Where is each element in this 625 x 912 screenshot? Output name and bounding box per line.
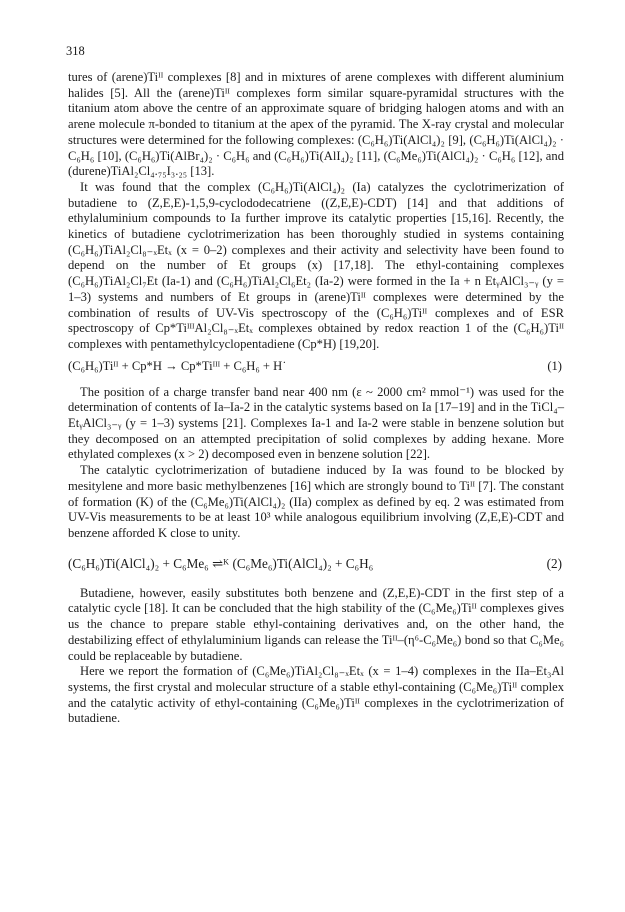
paragraph: It was found that the complex (C₆H₆)Ti(AlCl₄)₂ (Ia) catalyzes the cyclotrimerization of butadiene to (Z,E,E)-1,5,9-cyclododecatriene ((Z,E,E)-CDT) [14] and that additions of ethylaluminium compounds to Ia further improve its catalytic properties [15,16]. Recently, the kinetics of butadiene cyclotrimerization has been thoroughly studied in systems containing (C₆H₆)TiAl₂Cl₈₋ₓEtₓ (x = 0–2) complexes and their activity and selectivity have been found to depend on the number of Et groups (x) [17,18]. The ethyl-containing complexes (C₆H₆)TiAl₂Cl₇Et (Ia-1) and (C₆H₆)TiAl₂Cl₆Et₂ (Ia-2) were formed in the Ia + n EtᵧAlCl₃₋ᵧ (y = 1–3) systems and numbers of Et groups in (arene)Tiᴵᴵ complexes were determined by the combination of results of UV-Vis spectroscopy of the (C₆H₆)Tiᴵᴵ complexes and of ESR spectroscopy of Cp*TiᴵᴵᴵAl₂Cl₈₋ₓEtₓ complexes obtained by redox reaction 1 of the (C₆H₆)Tiᴵᴵ complexes with pentamethylcyclopentadiene (Cp*H) [19,20]. [68, 179, 564, 351]
equation-expression: (C₆H₆)Tiᴵᴵ + Cp*H → Cp*Tiᴵᴵᴵ + C₆H₆ + H˙ [68, 358, 287, 373]
paragraph: tures of (arene)Tiᴵᴵ complexes [8] and in mixtures of arene complexes with different aluminium halides [5]. All the (arene)Tiᴵᴵ complexes form similar square-pyramidal structures with the titanium atom above the centre of an approximate square of bridging halogen atoms and with an arene molecule π-bonded to titanium at the apex of the pyramid. The X-ray crystal and molecular structures were determined for the following complexes: (C₆H₆)Ti(AlCl₄)₂ [9], (C₆H₆)Ti(AlCl₄)₂ · C₆H₆ [10], (C₆H₆)Ti(AlBr₄)₂ · C₆H₆ and (C₆H₆)Ti(AlI₄)₂ [11], (C₆Me₆)Ti(AlCl₄)₂ · C₆H₆ [12], and (durene)TiAl₂Cl₄.₇₅I₃.₂₅ [13]. [68, 70, 564, 179]
paragraph: Here we report the formation of (C₆Me₆)TiAl₂Cl₈₋ₓEtₓ (x = 1–4) complexes in the IIa–Et₃Al systems, the first crystal and molecular structure of a stable ethyl-containing (C₆Me₆)Tiᴵᴵ complex and the catalytic activity of ethyl-containing (C₆Me₆)Tiᴵᴵ complexes in the cyclotrimerization of butadiene. [68, 664, 564, 726]
equation-number: (1) [547, 358, 562, 373]
page-number: 318 [66, 44, 85, 58]
article-body [68, 70, 564, 727]
paragraph: The position of a charge transfer band near 400 nm (ε ~ 2000 cm² mmol⁻¹) was used for the determination of contents of Ia–Ia-2 in the catalytic systems based on Ia [17–19] and in the TiCl₄–EtᵧAlCl₃₋ᵧ (y = 1–3) systems [21]. Complexes Ia-1 and Ia-2 were stable in benzene solution but they decomposed on an attempted precipitation of solid complexes by adding hexane. More ethylated complexes (x > 2) decomposed even in benzene solution [22]. [68, 384, 564, 462]
equation-2 [68, 556, 564, 574]
equation-1 [68, 359, 564, 377]
equation-number: (2) [546, 555, 562, 571]
paragraph: Butadiene, however, easily substitutes both benzene and (Z,E,E)-CDT in the first step of a catalytic cycle [18]. It can be concluded that the high stability of the (C₆Me₆)Tiᴵᴵ complexes gives us the chance to prepare stable ethyl-containing derivatives and, on the other hand, the destabilizing effect of ethylaluminium ligands can release the Tiᴵᴵ–(η⁶-C₆Me₆) bond so that C₆Me₆ could be replaceable by butadiene. [68, 585, 564, 663]
equation-expression: (C₆H₆)Ti(AlCl₄)₂ + C₆Me₆ ⇌ᴷ (C₆Me₆)Ti(AlCl₄)₂ + C₆H₆ [68, 555, 374, 571]
paragraph: The catalytic cyclotrimerization of butadiene induced by Ia was found to be blocked by mesitylene and more basic methylbenzenes [16] which are strongly bound to Tiᴵᴵ [7]. The constant of formation (K) of the (C₆Me₆)Ti(AlCl₄)₂ (IIa) complex as defined by eq. 2 was estimated from UV-Vis measurements to be at least 10³ while analogous equilibrium involving (Z,E,E)-CDT and benzene afforded K close to unity. [68, 463, 564, 540]
